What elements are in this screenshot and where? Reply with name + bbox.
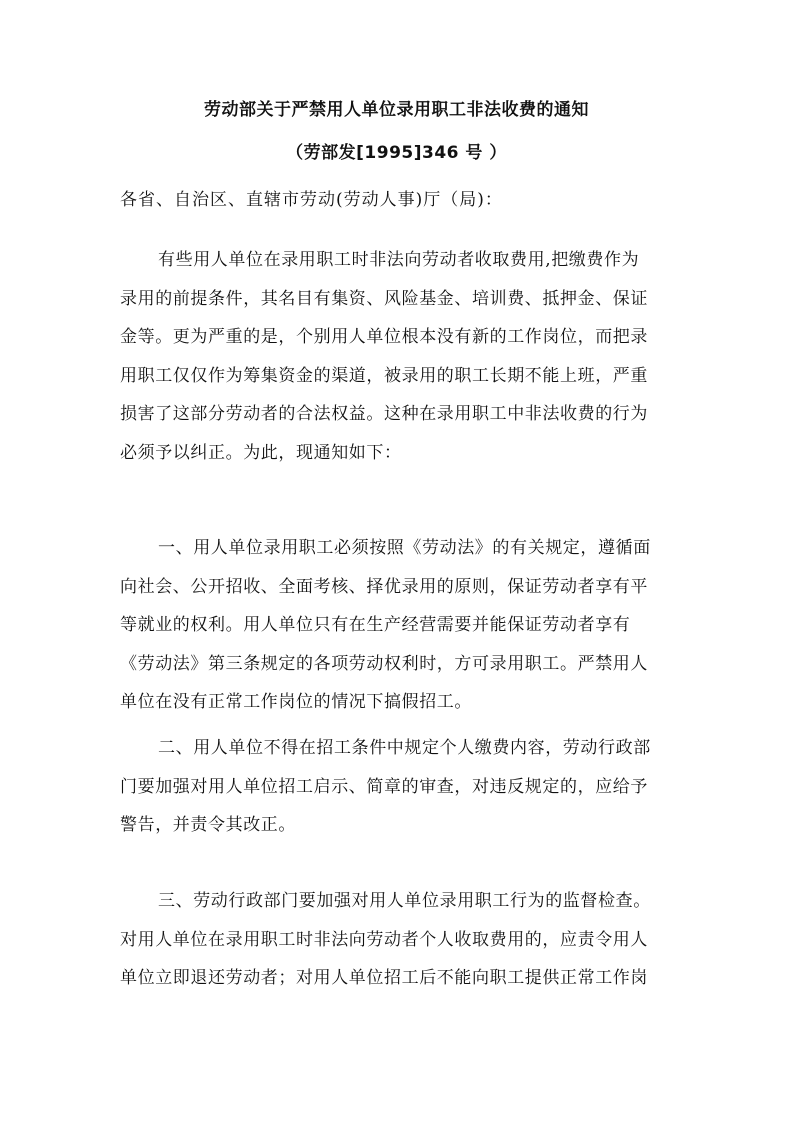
- paragraph-line: 损害了这部分劳动者的合法权益。这种在录用职工中非法收费的行为: [120, 404, 648, 424]
- document-title: 劳动部关于严禁用人单位录用职工非法收费的通知: [204, 100, 589, 120]
- paragraph-line: 对用人单位在录用职工时非法向劳动者个人收取费用的，应责令用人: [120, 929, 648, 950]
- paragraph-item-1: [120, 529, 676, 722]
- paragraph-line: 录用的前提条件，其名目有集资、风险基金、培训费、抵押金、保证: [120, 288, 648, 309]
- paragraph-line: 必须予以纠正。为此，现通知如下：: [120, 442, 402, 463]
- paragraph-line: 一、用人单位录用职工必须按照《劳动法》的有关规定，遵循面: [158, 538, 651, 558]
- paragraph-line: 门要加强对用人单位招工启示、简章的审查，对违反规定的，应给予: [120, 776, 648, 797]
- paragraph-item-3: [120, 882, 676, 998]
- paragraph-line: 三、劳动行政部门要加强对用人单位录用职工行为的监督检查。: [158, 891, 651, 911]
- document-number: （劳部发[1995]346 号 ）: [286, 143, 507, 163]
- paragraph-line: 警告，并责令其改正。: [120, 815, 296, 835]
- salutation: 各省、自治区、直辖市劳动(劳动人事)厅（局)：: [120, 190, 503, 210]
- paragraph-line: 有些用人单位在录用职工时非法向劳动者收取费用,把缴费作为: [158, 250, 640, 270]
- paragraph-line: 《劳动法》第三条规定的各项劳动权利时，方可录用职工。严禁用人: [120, 653, 648, 674]
- paragraph-intro: [120, 241, 676, 472]
- paragraph-line: 金等。更为严重的是，个别用人单位根本没有新的工作岗位，而把录: [120, 327, 648, 347]
- paragraph-line: 单位立即退还劳动者；对用人单位招工后不能向职工提供正常工作岗: [120, 968, 648, 988]
- paragraph-line: 向社会、公开招收、全面考核、择优录用的原则，保证劳动者享有平: [120, 576, 648, 597]
- paragraph-line: 二、用人单位不得在招工条件中规定个人缴费内容，劳动行政部: [158, 738, 651, 758]
- paragraph-line: 单位在没有正常工作岗位的情况下搞假招工。: [120, 692, 472, 712]
- paragraph-line: 用职工仅仅作为筹集资金的渠道，被录用的职工长期不能上班，严重: [120, 365, 648, 386]
- paragraph-line: 等就业的权利。用人单位只有在生产经营需要并能保证劳动者享有: [120, 615, 631, 635]
- paragraph-item-2: [120, 729, 676, 845]
